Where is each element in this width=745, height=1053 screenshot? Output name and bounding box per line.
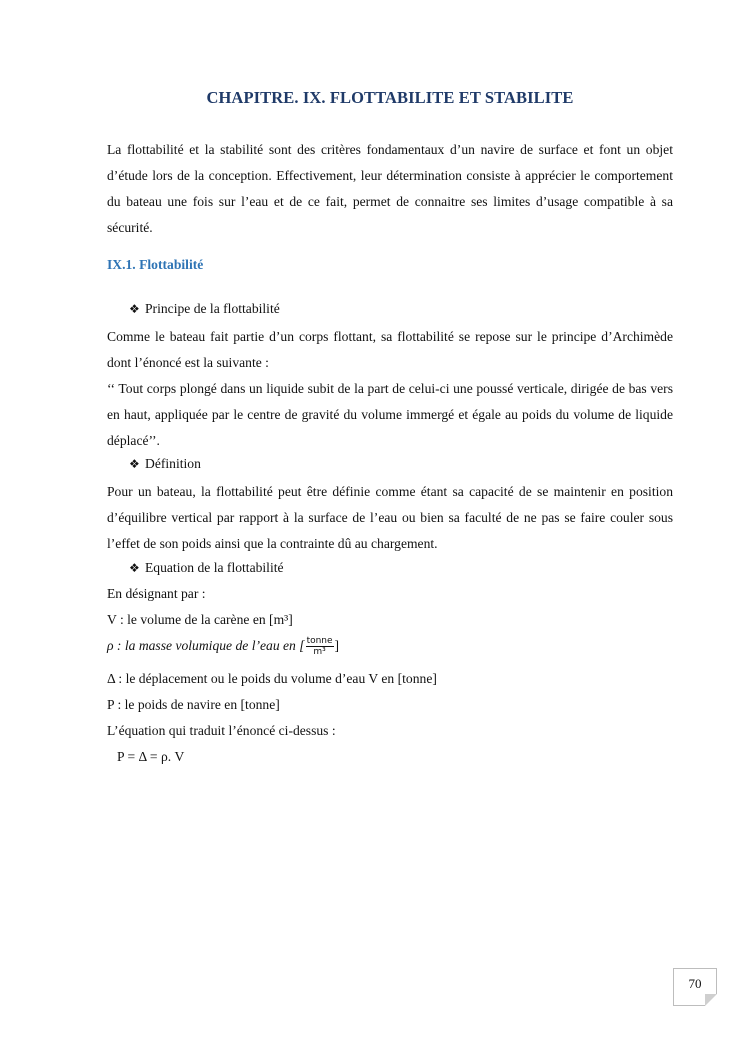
intro-paragraph: La flottabilité et la stabilité sont des critères fondamentaux d’un navire de surface et font un objet d’étude lors de la conception. Effectivement, leur détermination consiste à apprécier le comportement du bateau une fois sur l’eau et de ce fait, permet de connaitre ses limites d’usage compatible à sa sécurité.: [107, 142, 673, 235]
def-volume: V : le volume de la carène en [m³]: [107, 612, 293, 627]
principe-paragraph: Comme le bateau fait partie d’un corps flottant, sa flottabilité se repose sur le principe d’Archimède dont l’énoncé est la suivante :: [107, 329, 673, 370]
chapter-title: CHAPITRE. IX. FLOTTABILITE ET STABILITE: [206, 88, 574, 107]
def-rho: [107, 636, 339, 657]
page-number: [673, 968, 717, 1006]
fraction-denominator: m³: [313, 647, 326, 658]
equation-intro: L’équation qui traduit l’énoncé ci-dessus :: [107, 723, 336, 738]
bullet-definition: [129, 454, 201, 474]
diamond-bullet-icon: ❖: [129, 561, 140, 575]
buoyancy-equation: P = Δ = ρ. V: [117, 749, 185, 764]
def-poids: P : le poids de navire en [tonne]: [107, 697, 280, 712]
unit-fraction: [306, 636, 334, 657]
bullet-equation: [129, 558, 284, 578]
diamond-bullet-icon: ❖: [129, 457, 140, 471]
def-rho-prefix: ρ : la masse volumique de l’eau en [: [107, 638, 305, 653]
archimede-quote: ‘‘ Tout corps plongé dans un liquide subit de la part de celui-ci une poussé verticale, dirigée de bas vers en haut, appliquée par le centre de gravité du volume immergé et égale au poids du volume de liquide déplacé’’.: [107, 381, 673, 448]
diamond-bullet-icon: ❖: [129, 302, 140, 316]
page-number-value: 70: [688, 976, 702, 991]
bullet-equation-label: Equation de la flottabilité: [145, 560, 284, 575]
designation-intro: En désignant par :: [107, 586, 206, 601]
page-fold-icon: [705, 994, 717, 1006]
bullet-principe-label: Principe de la flottabilité: [145, 301, 280, 316]
section-heading: IX.1. Flottabilité: [107, 257, 204, 272]
fraction-numerator: tonne: [306, 636, 333, 647]
bullet-definition-label: Définition: [145, 456, 201, 471]
def-rho-suffix: ]: [334, 638, 340, 653]
definition-paragraph: Pour un bateau, la flottabilité peut être définie comme étant sa capacité de se maintenir en position d’équilibre vertical par rapport à la surface de l’eau ou bien sa faculté de ne pas se faire couler sous l’effet de son poids ainsi que la contrainte dû au chargement.: [107, 484, 673, 551]
def-delta: Δ : le déplacement ou le poids du volume d’eau V en [tonne]: [107, 671, 437, 686]
bullet-principe: [129, 299, 280, 319]
